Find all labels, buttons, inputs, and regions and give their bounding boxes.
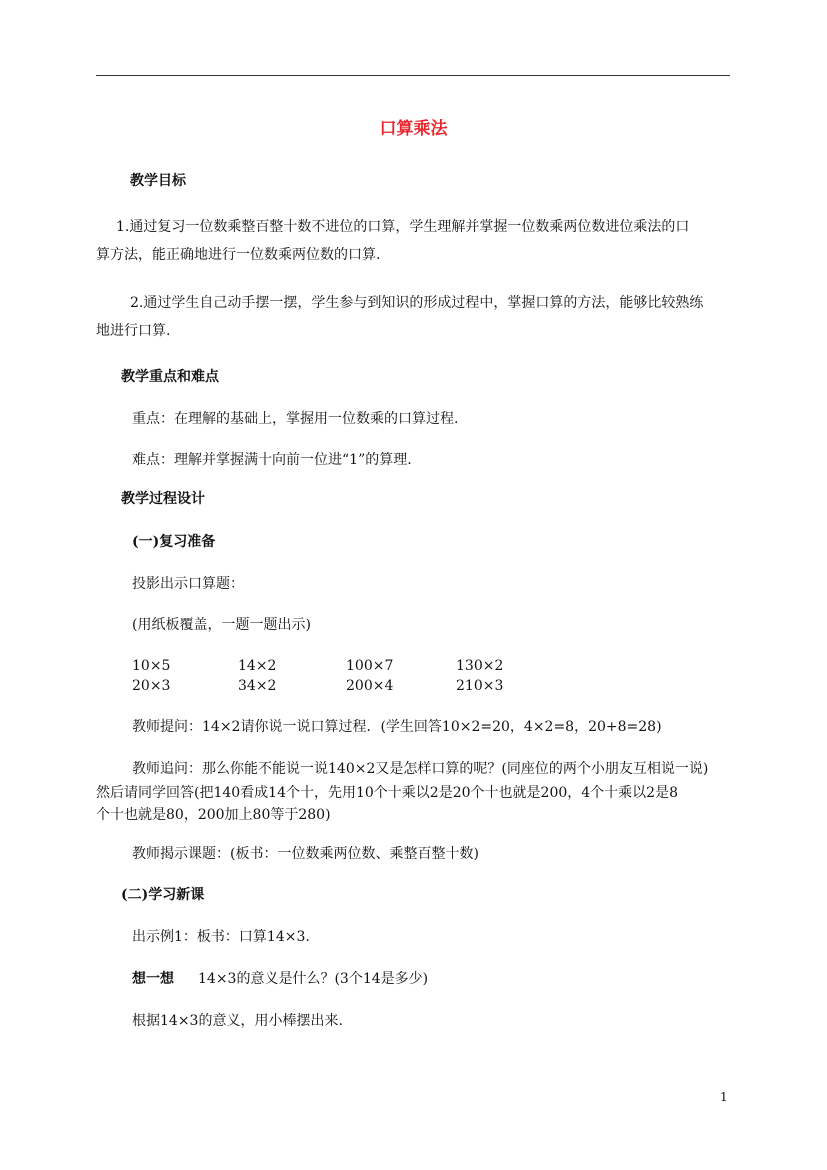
goal2-line2: 地进行口算.: [96, 323, 171, 339]
math-item: 100×7: [346, 658, 394, 674]
think-label: 想一想: [132, 971, 174, 987]
math-item: 10×5: [132, 658, 171, 674]
example1-text: 出示例1：板书：口算14×3.: [132, 929, 310, 945]
math-item: 200×4: [346, 678, 394, 694]
math-item: 20×3: [132, 678, 171, 694]
goal1-line2: 算方法，能正确地进行一位数乘两位数的口算.: [96, 247, 381, 263]
teacher-followup-line3: 个十也就是80，200加上80等于280): [96, 807, 331, 823]
math-item: 210×3: [456, 678, 504, 694]
teacher-reveal: 教师揭示课题：(板书：一位数乘两位数、乘整百整十数): [132, 846, 479, 862]
teacher-question: 教师提问：14×2请你说一说口算过程．(学生回答10×2=20，4×2=8，20+8=28): [132, 719, 662, 735]
math-item: 14×2: [238, 658, 277, 674]
teacher-followup-line2: 然后请同学回答(把140看成14个十，先用10个十乘以2是20个十也就是200，4个十乘以2是8: [96, 785, 678, 801]
process-heading: 教学过程设计: [121, 491, 205, 507]
think-text: 14×3的意义是什么？(3个14是多少): [198, 971, 429, 987]
page-number: 1: [720, 1090, 728, 1104]
goals-heading: 教学目标: [130, 173, 186, 189]
keypoints-heading: 教学重点和难点: [121, 369, 219, 385]
keypoint-text: 重点：在理解的基础上，掌握用一位数乘的口算过程.: [132, 411, 459, 427]
goal1-line1: 1.通过复习一位数乘整百整十数不进位的口算，学生理解并掌握一位数乘两位数进位乘法的口: [116, 219, 690, 235]
newlesson-heading: (二)学习新课: [121, 887, 205, 903]
review-heading: (一)复习准备: [132, 534, 216, 550]
review-para1: 投影出示口算题：: [132, 576, 244, 592]
goal2-line1: 2.通过学生自己动手摆一摆，学生参与到知识的形成过程中，掌握口算的方法，能够比较熟练: [130, 295, 704, 311]
page-title: 口算乘法: [379, 119, 448, 139]
math-item: 130×2: [456, 658, 504, 674]
math-item: 34×2: [238, 678, 277, 694]
teacher-followup-line1: 教师追问：那么你能不能说一说140×2又是怎样口算的呢？(同座位的两个小朋友互相说一说): [132, 761, 709, 777]
difficulty-text: 难点：理解并掌握满十向前一位进“1”的算理.: [132, 452, 412, 468]
review-para2: (用纸板覆盖，一题一题出示): [132, 617, 311, 633]
final-line: 根据14×3的意义，用小棒摆出来.: [132, 1013, 343, 1029]
header-rule: [96, 75, 730, 76]
